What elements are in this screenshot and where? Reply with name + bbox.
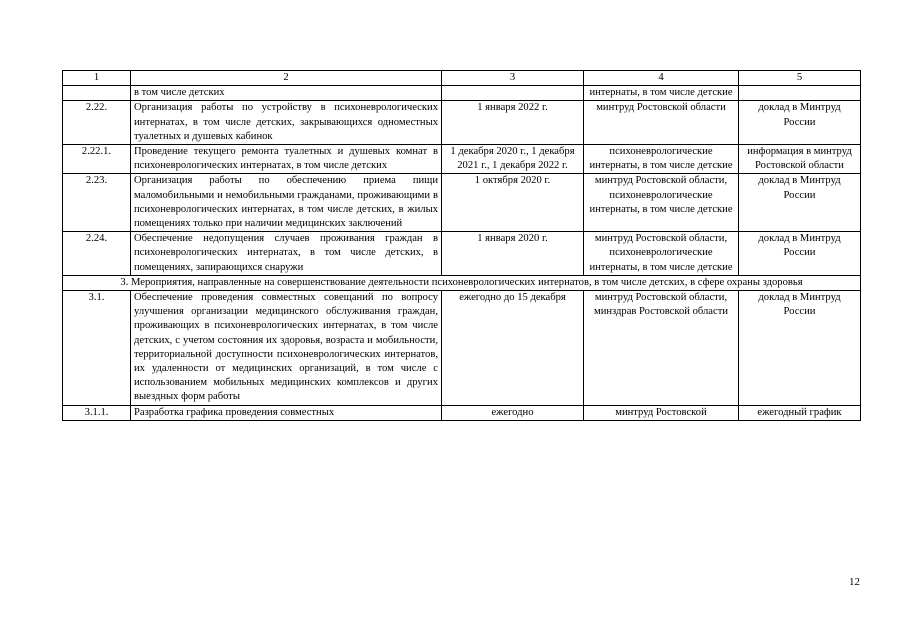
row-description: Обеспечение проведения совместных совещаний по вопросу улучшения организации медицинского обслуживания граждан, проживающих в психоневрологических интернатах, в том числе детских, с учетом состояния их здоровья, возраста и мобильности, территориальной доступности психоневрологических интернатов, их удаленности от медицинских организаций, в том числе с использованием мобильных медицинских комплексов и других выездных форм работы xyxy=(131,291,442,406)
row-responsible: интернаты, в том числе детские xyxy=(584,86,739,101)
page-number: 12 xyxy=(849,576,860,588)
row-description: Обеспечение недопущения случаев проживания граждан в психоневрологических интернатах, в том числе детских, в помещениях, запирающихся снаружи xyxy=(131,232,442,276)
table-row xyxy=(63,86,861,101)
row-completion-form: доклад в Минтруд России xyxy=(739,101,861,145)
row-deadline: 1 января 2022 г. xyxy=(442,101,584,145)
row-deadline xyxy=(442,86,584,101)
plan-table xyxy=(62,70,861,421)
row-completion-form xyxy=(739,86,861,101)
table-row xyxy=(63,101,861,145)
row-deadline: 1 октября 2020 г. xyxy=(442,174,584,232)
row-description: Организация работы по обеспечению приема пищи маломобильными и немобильными гражданами, проживающими в психоневрологических интернатах, в том числе детских, в жилых помещениях только при наличии медицинских заключений xyxy=(131,174,442,232)
section-heading: 3. Мероприятия, направленные на совершенствование деятельности психоневрологических интернатов, в том числе детских, в сфере охраны здоровья xyxy=(63,275,861,290)
row-responsible: минтруд Ростовской области, психоневрологические интернаты, в том числе детские xyxy=(584,174,739,232)
row-deadline: ежегодно до 15 декабря xyxy=(442,291,584,406)
table-row xyxy=(63,291,861,406)
row-description: Организация работы по устройству в психоневрологических интернатах, в том числе детских, закрывающихся одноместных туалетных и душевых кабинок xyxy=(131,101,442,145)
row-responsible: психоневрологические интернаты, в том числе детские xyxy=(584,145,739,174)
plan-table-body xyxy=(63,71,861,421)
row-deadline: 1 января 2020 г. xyxy=(442,232,584,276)
row-number: 2.23. xyxy=(63,174,131,232)
header-col-5: 5 xyxy=(739,71,861,86)
header-row xyxy=(63,71,861,86)
row-completion-form: доклад в Минтруд России xyxy=(739,232,861,276)
header-col-2: 2 xyxy=(131,71,442,86)
row-number: 3.1.1. xyxy=(63,405,131,420)
row-number: 3.1. xyxy=(63,291,131,406)
row-completion-form: информация в минтруд Ростовской области xyxy=(739,145,861,174)
header-col-4: 4 xyxy=(584,71,739,86)
row-description: в том числе детских xyxy=(131,86,442,101)
row-number: 2.22. xyxy=(63,101,131,145)
row-deadline: ежегодно xyxy=(442,405,584,420)
table-row xyxy=(63,174,861,232)
header-col-3: 3 xyxy=(442,71,584,86)
table-row xyxy=(63,145,861,174)
row-number xyxy=(63,86,131,101)
table-row xyxy=(63,405,861,420)
row-number: 2.22.1. xyxy=(63,145,131,174)
row-description: Проведение текущего ремонта туалетных и душевых комнат в психоневрологических интернатах, в том числе детских xyxy=(131,145,442,174)
row-responsible: минтруд Ростовской области, минздрав Ростовской области xyxy=(584,291,739,406)
row-responsible: минтруд Ростовской области xyxy=(584,101,739,145)
section-row xyxy=(63,275,861,290)
table-row xyxy=(63,232,861,276)
header-col-1: 1 xyxy=(63,71,131,86)
row-completion-form: ежегодный график xyxy=(739,405,861,420)
row-completion-form: доклад в Минтруд России xyxy=(739,291,861,406)
row-deadline: 1 декабря 2020 г., 1 декабря 2021 г., 1 декабря 2022 г. xyxy=(442,145,584,174)
row-completion-form: доклад в Минтруд России xyxy=(739,174,861,232)
row-description: Разработка графика проведения совместных xyxy=(131,405,442,420)
row-responsible: минтруд Ростовской xyxy=(584,405,739,420)
row-number: 2.24. xyxy=(63,232,131,276)
row-responsible: минтруд Ростовской области, психоневрологические интернаты, в том числе детские xyxy=(584,232,739,276)
